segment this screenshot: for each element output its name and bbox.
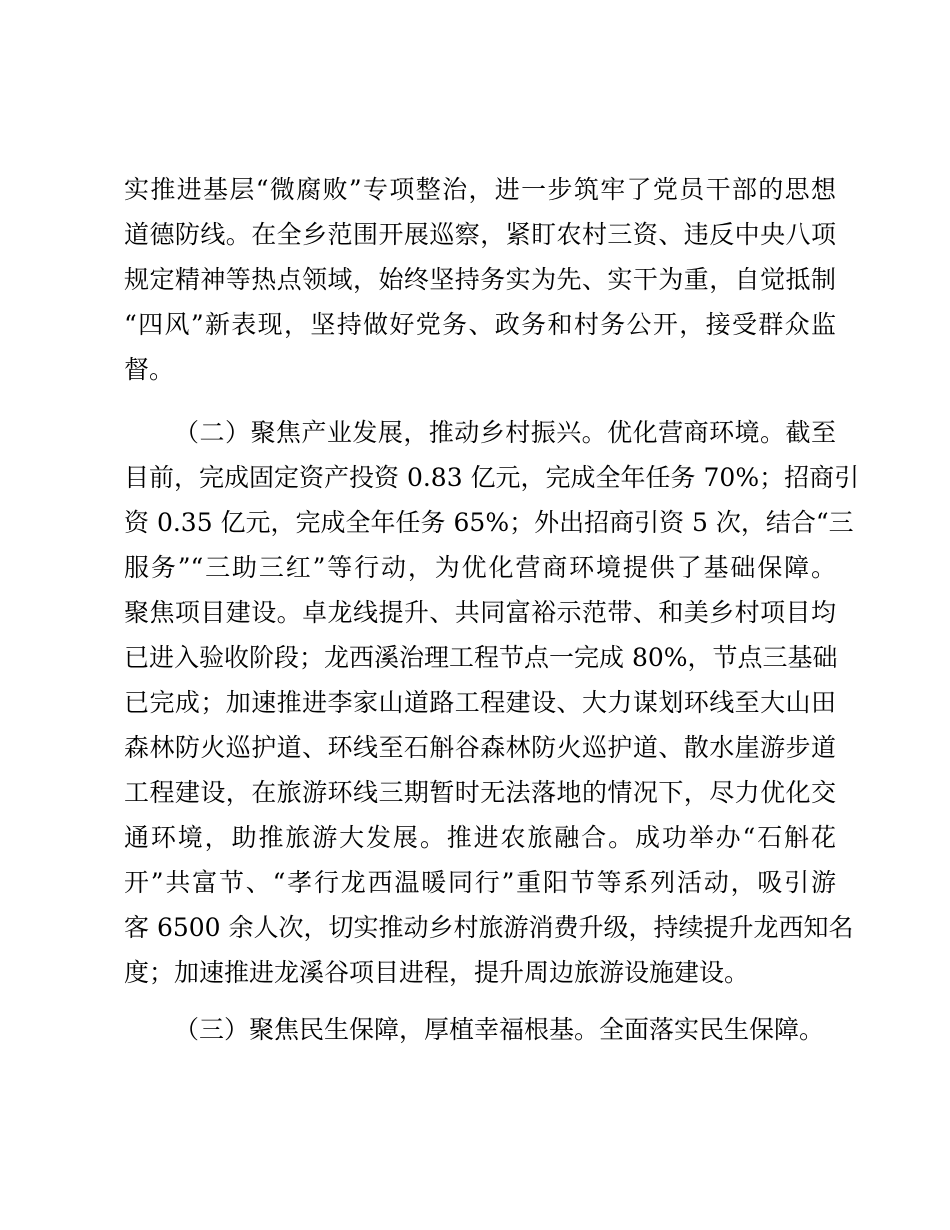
text-line: 已完成；加速推进李家山道路工程建设、大力谋划环线至大山田 xyxy=(124,688,836,717)
text-line: 已进入验收阶段；龙西溪治理工程节点一完成 80%，节点三基础 xyxy=(124,643,838,672)
section-heading-line: （二）聚焦产业发展，推动乡村振兴。优化营商环境。截至 xyxy=(174,418,836,447)
text-line: 实推进基层“微腐败”专项整治，进一步筑牢了党员干部的思想 xyxy=(124,175,836,204)
text-line: 服务”“三助三红”等行动，为优化营商环境提供了基础保障。 xyxy=(124,553,836,582)
text-line: 开”共富节、“孝行龙西温暖同行”重阳节等系列活动，吸引游 xyxy=(124,868,836,897)
text-line: 森林防火巡护道、环线至石斛谷森林防火巡护道、散水崖游步道 xyxy=(124,733,836,762)
text-line: 聚焦项目建设。卓龙线提升、共同富裕示范带、和美乡村项目均 xyxy=(124,598,836,627)
text-line: 客 6500 余人次，切实推动乡村旅游消费升级，持续提升龙西知名 xyxy=(124,913,854,942)
text-line: 工程建设，在旅游环线三期暂时无法落地的情况下，尽力优化交 xyxy=(124,778,836,807)
text-line: 度；加速推进龙溪谷项目进程，提升周边旅游设施建设。 xyxy=(124,958,750,987)
text-line: 规定精神等热点领域，始终坚持务实为先、实干为重，自觉抵制 xyxy=(124,265,836,294)
text-line: 道德防线。在全乡范围开展巡察，紧盯农村三资、违反中央八项 xyxy=(124,220,836,249)
text-line: 资 0.35 亿元，完成全年任务 65%；外出招商引资 5 次，结合“三 xyxy=(124,508,854,537)
text-line: 通环境，助推旅游大发展。推进农旅融合。成功举办“石斛花 xyxy=(124,823,836,852)
text-line: “四风”新表现，坚持做好党务、政务和村务公开，接受群众监 xyxy=(124,310,836,339)
section-heading-line: （三）聚焦民生保障，厚植幸福根基。全面落实民生保障。 xyxy=(174,1015,825,1044)
text-line: 督。 xyxy=(124,355,175,384)
text-line: 目前，完成固定资产投资 0.83 亿元，完成全年任务 70%；招商引 xyxy=(124,463,860,492)
